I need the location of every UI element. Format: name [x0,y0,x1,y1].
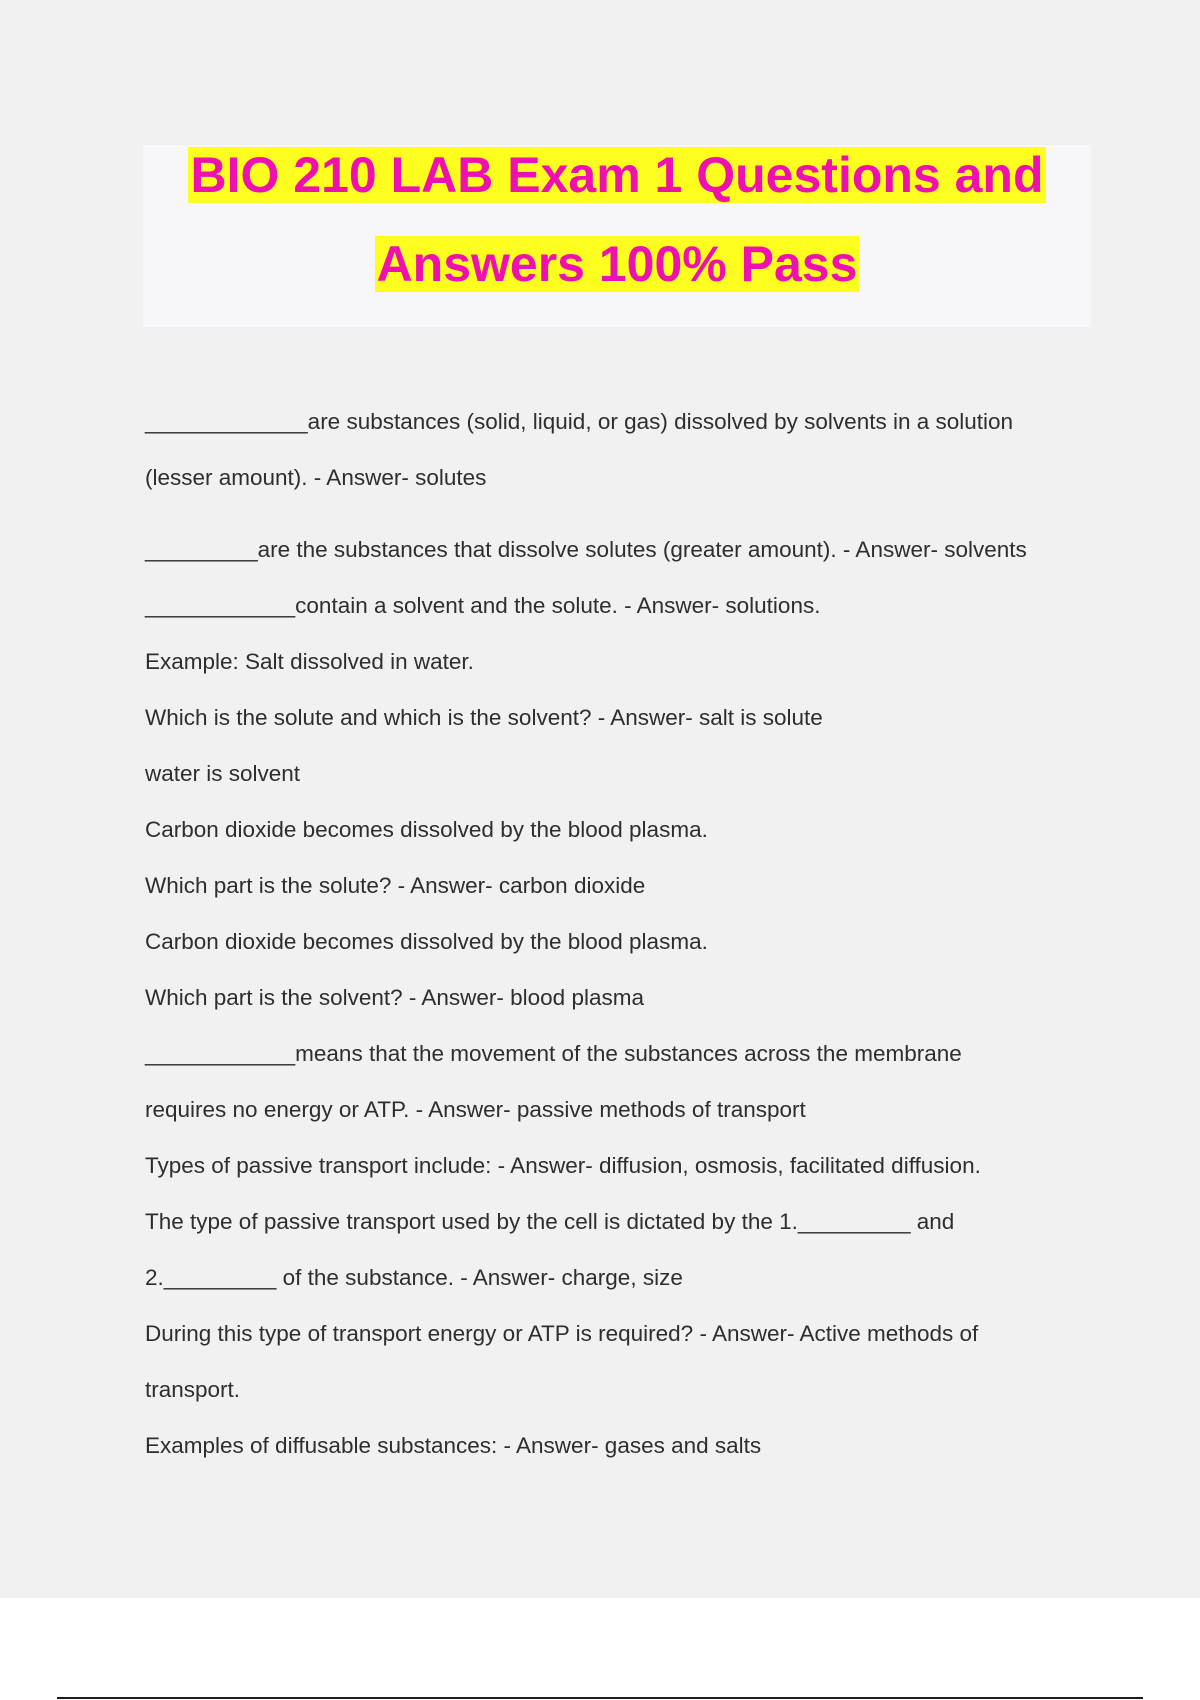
text-line: _________are the substances that dissolve solutes (greater amount). - Answer- solvents [145,537,1027,562]
text-line: water is solvent [145,761,301,786]
text-line: _____________are substances (solid, liquid, or gas) dissolved by solvents in a solution [145,409,1014,434]
title-line-2 [143,236,1091,292]
text-line: During this type of transport energy or ATP is required? - Answer- Active methods of [145,1321,979,1346]
text-line: Types of passive transport include: - Answer- diffusion, osmosis, facilitated diffusion. [145,1153,981,1178]
text-line: Which part is the solute? - Answer- carbon dioxide [145,873,646,898]
text-line: 2._________ of the substance. - Answer- charge, size [145,1265,683,1290]
text-line: requires no energy or ATP. - Answer- passive methods of transport [145,1097,806,1122]
text-line: Which is the solute and which is the solvent? - Answer- salt is solute [145,705,823,730]
text-line: transport. [145,1377,241,1402]
title-text-2: Answers 100% Pass [376,236,858,292]
title-text-1: BIO 210 LAB Exam 1 Questions and [190,147,1044,203]
text-line: Example: Salt dissolved in water. [145,649,474,674]
footer-rule [57,1697,1143,1699]
text-line: (lesser amount). - Answer- solutes [145,465,487,490]
text-line: ____________contain a solvent and the solute. - Answer- solutions. [145,593,821,618]
paragraph-gap [145,506,1105,522]
document-body [145,394,1105,1474]
text-line: Which part is the solvent? - Answer- blood plasma [145,985,644,1010]
title-line-1 [143,147,1091,203]
text-line: ____________means that the movement of the substances across the membrane [145,1041,962,1066]
text-line: The type of passive transport used by the cell is dictated by the 1._________ and [145,1209,955,1234]
text-line: Carbon dioxide becomes dissolved by the blood plasma. [145,929,708,954]
text-line: Carbon dioxide becomes dissolved by the blood plasma. [145,817,708,842]
title-box [143,145,1091,327]
text-line: Examples of diffusable substances: - Answer- gases and salts [145,1433,762,1458]
